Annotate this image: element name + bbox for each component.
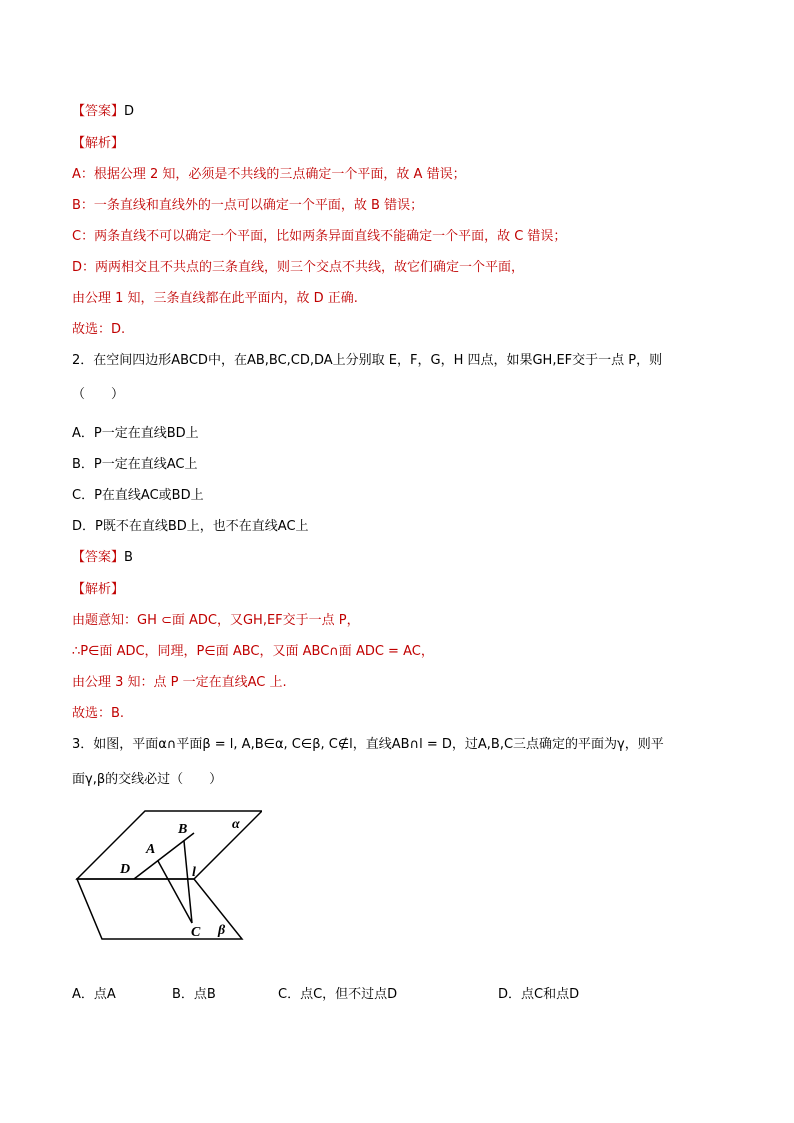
q2-option-d: D．P既不在直线BD上，也不在直线AC上 xyxy=(72,519,309,534)
q3-option-a: A．点A xyxy=(72,987,116,1002)
label-beta: β xyxy=(218,923,226,938)
answer-label: 【答案】 xyxy=(72,104,125,119)
q1-answer xyxy=(72,104,134,120)
label-c: C xyxy=(191,925,201,940)
answer-value: B xyxy=(124,550,133,565)
q1-choice: 故选：D. xyxy=(72,322,126,337)
q3-stem-line1: 3．如图，平面α∩平面β = l, A,B∈α, C∈β, C∉l，直线AB∩l = D，过A,B,C三点确定的平面为γ，则平 xyxy=(72,737,664,752)
label-l: l xyxy=(192,865,196,880)
q3-option-c: C．点C，但不过点D xyxy=(278,987,398,1002)
q2-choice: 故选：B. xyxy=(72,706,125,721)
plane-intersection-figure xyxy=(72,808,262,948)
q2-stem-line1: 2．在空间四边形ABCD中，在AB,BC,CD,DA上分别取 E，F，G，H 四点，如果GH,EF交于一点 P，则 xyxy=(72,353,663,368)
q2-analysis-line-2: ∴P∈面 ADC，同理，P∈面 ABC，又面 ABC∩面 ADC = AC， xyxy=(72,644,434,659)
q2-analysis-label: 【解析】 xyxy=(72,582,125,597)
answer-value: D xyxy=(124,104,135,119)
label-a: A xyxy=(146,842,156,857)
q3-stem-line2: 面γ,β的交线必过（ ） xyxy=(72,772,223,787)
q1-analysis-line-a: A：根据公理 2 知，必须是不共线的三点确定一个平面，故 A 错误； xyxy=(72,167,466,182)
q2-stem-line2: （ ） xyxy=(72,387,125,402)
q2-option-b: B．P一定在直线AC上 xyxy=(72,457,198,472)
label-alpha: α xyxy=(232,817,240,832)
q2-answer xyxy=(72,550,133,566)
q1-analysis-line-d: D：两两相交且不共点的三条直线，则三个交点不共线，故它们确定一个平面， xyxy=(72,260,525,275)
q1-analysis-line-conclusion: 由公理 1 知，三条直线都在此平面内，故 D 正确. xyxy=(72,291,358,306)
q1-analysis-label: 【解析】 xyxy=(72,136,125,151)
label-d: D xyxy=(120,862,131,877)
q2-option-c: C．P在直线AC或BD上 xyxy=(72,488,204,503)
q2-analysis-line-1: 由题意知：GH ⊂面 ADC，又GH,EF交于一点 P， xyxy=(72,613,360,628)
q2-option-a: A．P一定在直线BD上 xyxy=(72,426,199,441)
q3-option-b: B．点B xyxy=(172,987,216,1002)
answer-label: 【答案】 xyxy=(72,550,125,565)
q2-analysis-line-3: 由公理 3 知：点 P 一定在直线AC 上. xyxy=(72,675,287,690)
label-b: B xyxy=(178,822,188,837)
q3-option-d: D．点C和点D xyxy=(498,987,580,1002)
q1-analysis-line-c: C：两条直线不可以确定一个平面，比如两条异面直线不能确定一个平面，故 C 错误； xyxy=(72,229,567,244)
q1-analysis-line-b: B：一条直线和直线外的一点可以确定一个平面，故 B 错误； xyxy=(72,198,424,213)
